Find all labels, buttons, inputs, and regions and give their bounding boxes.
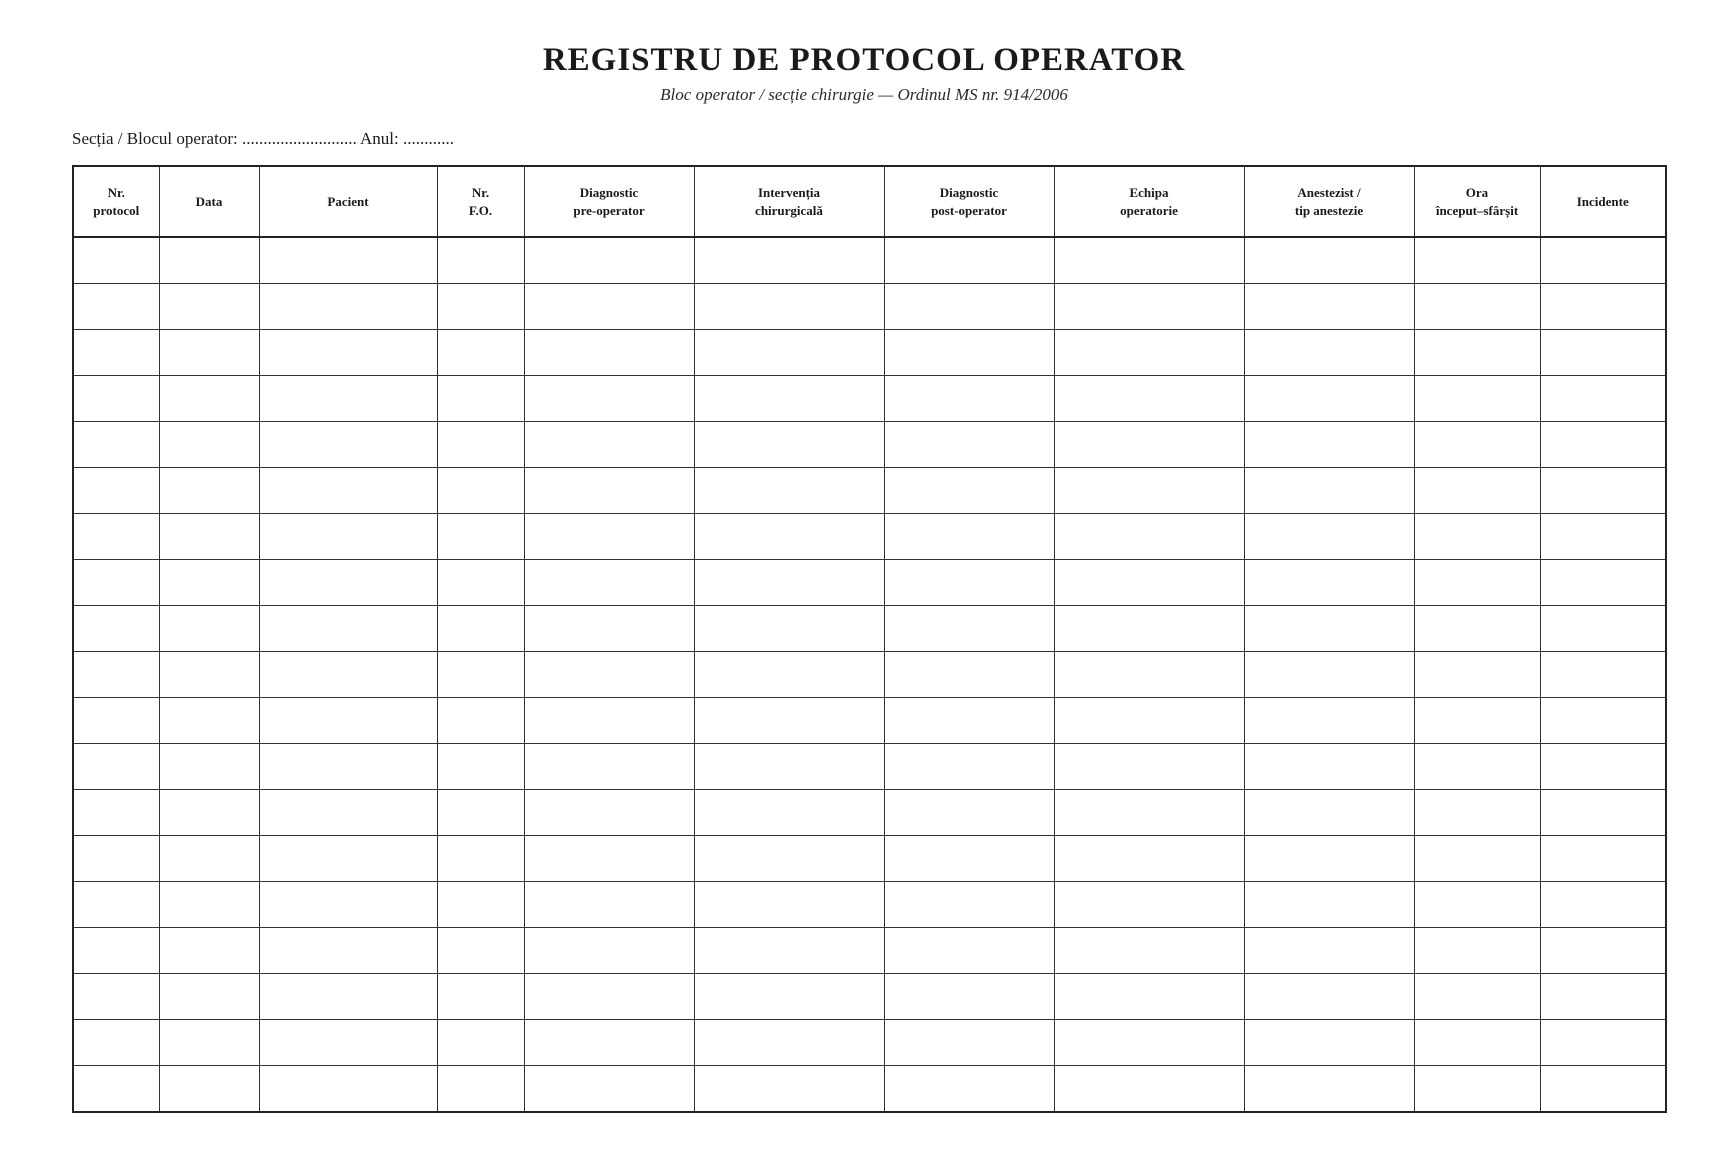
table-cell (1540, 790, 1666, 836)
table-row (73, 1066, 1666, 1113)
table-row (73, 330, 1666, 376)
table-cell (437, 422, 524, 468)
table-cell (1244, 422, 1414, 468)
table-cell (524, 284, 694, 330)
table-cell (159, 1066, 259, 1113)
table-row (73, 376, 1666, 422)
table-cell (159, 652, 259, 698)
table-cell (524, 422, 694, 468)
table-cell (884, 882, 1054, 928)
table-cell (694, 652, 884, 698)
table-cell (73, 376, 159, 422)
table-cell (694, 237, 884, 284)
table-cell (159, 1020, 259, 1066)
table-cell (1540, 284, 1666, 330)
table-cell (437, 790, 524, 836)
table-cell (73, 560, 159, 606)
table-cell (1414, 237, 1540, 284)
table-cell (884, 928, 1054, 974)
table-cell (884, 698, 1054, 744)
table-cell (73, 468, 159, 514)
column-header-diagnostic-post-operator: Diagnostic post-operator (884, 166, 1054, 237)
table-cell (259, 882, 437, 928)
table-cell (524, 790, 694, 836)
table-cell (1054, 790, 1244, 836)
table-cell (1054, 744, 1244, 790)
table-cell (524, 514, 694, 560)
protocol-register-table (72, 165, 1667, 1113)
table-cell (1540, 514, 1666, 560)
table-cell (73, 744, 159, 790)
table-cell (73, 330, 159, 376)
table-cell (73, 882, 159, 928)
table-cell (437, 1066, 524, 1113)
table-cell (884, 560, 1054, 606)
table-cell (1054, 468, 1244, 514)
table-cell (1054, 974, 1244, 1020)
section-year-line: Secția / Blocul operator: ........................... Anul: ............ (72, 129, 454, 148)
table-cell (694, 422, 884, 468)
table-cell (694, 560, 884, 606)
table-row (73, 882, 1666, 928)
table-cell (524, 652, 694, 698)
table-cell (1244, 744, 1414, 790)
table-cell (73, 422, 159, 468)
table-cell (259, 1066, 437, 1113)
table-cell (1414, 330, 1540, 376)
table-cell (437, 974, 524, 1020)
table-cell (259, 468, 437, 514)
table-cell (1540, 744, 1666, 790)
table-cell (259, 237, 437, 284)
table-cell (259, 744, 437, 790)
column-header-diagnostic-pre-operator: Diagnostic pre-operator (524, 166, 694, 237)
table-cell (1540, 606, 1666, 652)
table-cell (524, 606, 694, 652)
table-cell (159, 836, 259, 882)
table-cell (1244, 560, 1414, 606)
table-cell (884, 330, 1054, 376)
table-cell (884, 974, 1054, 1020)
table-row (73, 606, 1666, 652)
table-cell (159, 468, 259, 514)
table-cell (1054, 652, 1244, 698)
table-cell (1540, 376, 1666, 422)
table-cell (73, 606, 159, 652)
table-cell (73, 790, 159, 836)
table-row (73, 744, 1666, 790)
table-cell (694, 1066, 884, 1113)
table-row (73, 284, 1666, 330)
table-cell (884, 744, 1054, 790)
table-cell (1054, 284, 1244, 330)
table-cell (73, 284, 159, 330)
table-cell (1540, 928, 1666, 974)
table-cell (259, 790, 437, 836)
table-cell (1054, 836, 1244, 882)
table-cell (1054, 514, 1244, 560)
table-cell (73, 237, 159, 284)
table-cell (1244, 974, 1414, 1020)
table-cell (1540, 422, 1666, 468)
table-cell (259, 652, 437, 698)
table-cell (884, 422, 1054, 468)
table-cell (1540, 1066, 1666, 1113)
table-cell (437, 928, 524, 974)
table-cell (1244, 928, 1414, 974)
column-header-nr-fo: Nr. F.O. (437, 166, 524, 237)
table-cell (1244, 606, 1414, 652)
table-cell (524, 836, 694, 882)
table-cell (1244, 237, 1414, 284)
table-cell (1054, 1066, 1244, 1113)
table-cell (259, 376, 437, 422)
table-cell (694, 1020, 884, 1066)
table-cell (437, 882, 524, 928)
table-cell (884, 514, 1054, 560)
table-cell (524, 882, 694, 928)
table-cell (437, 1020, 524, 1066)
table-cell (1540, 882, 1666, 928)
table-cell (1054, 560, 1244, 606)
table-cell (694, 974, 884, 1020)
table-cell (884, 376, 1054, 422)
table-cell (259, 698, 437, 744)
table-row (73, 698, 1666, 744)
column-header-anestezist: Anestezist / tip anestezie (1244, 166, 1414, 237)
table-cell (1054, 422, 1244, 468)
table-cell (159, 376, 259, 422)
table-cell (694, 468, 884, 514)
table-body (73, 237, 1666, 1112)
table-cell (1414, 974, 1540, 1020)
table-cell (1414, 284, 1540, 330)
table-cell (524, 560, 694, 606)
table-cell (694, 376, 884, 422)
table-row (73, 468, 1666, 514)
table-cell (437, 376, 524, 422)
table-cell (159, 882, 259, 928)
table-row (73, 928, 1666, 974)
table-cell (1540, 1020, 1666, 1066)
table-cell (1054, 237, 1244, 284)
table-cell (1540, 836, 1666, 882)
table-cell (437, 284, 524, 330)
table-cell (694, 698, 884, 744)
table-cell (1244, 284, 1414, 330)
table-cell (73, 514, 159, 560)
table-cell (1414, 744, 1540, 790)
table-cell (1414, 422, 1540, 468)
table-cell (1054, 330, 1244, 376)
table-cell (884, 1020, 1054, 1066)
table-row (73, 790, 1666, 836)
table-cell (73, 1020, 159, 1066)
table-cell (884, 237, 1054, 284)
table-cell (1540, 560, 1666, 606)
table-cell (1414, 928, 1540, 974)
table-cell (1054, 928, 1244, 974)
table-cell (1414, 698, 1540, 744)
table-cell (437, 330, 524, 376)
table-cell (437, 237, 524, 284)
table-cell (437, 606, 524, 652)
table-cell (1054, 376, 1244, 422)
table-cell (159, 744, 259, 790)
table-cell (73, 974, 159, 1020)
table-cell (73, 652, 159, 698)
table-cell (884, 606, 1054, 652)
table-row (73, 514, 1666, 560)
table-cell (259, 422, 437, 468)
table-cell (694, 514, 884, 560)
table-cell (1054, 606, 1244, 652)
table-cell (259, 1020, 437, 1066)
table-cell (159, 698, 259, 744)
table-cell (1244, 1020, 1414, 1066)
table-cell (1054, 698, 1244, 744)
table-cell (524, 1020, 694, 1066)
table-cell (1414, 1066, 1540, 1113)
table-cell (437, 698, 524, 744)
table-cell (259, 514, 437, 560)
table-cell (694, 836, 884, 882)
column-header-incidente: Incidente (1540, 166, 1666, 237)
table-cell (694, 606, 884, 652)
table-cell (1244, 1066, 1414, 1113)
column-header-data: Data (159, 166, 259, 237)
page-title: REGISTRU DE PROTOCOL OPERATOR (542, 42, 1186, 78)
table-cell (884, 284, 1054, 330)
table-cell (1054, 882, 1244, 928)
table-cell (1414, 606, 1540, 652)
table-cell (437, 560, 524, 606)
table-cell (1244, 376, 1414, 422)
table-cell (437, 652, 524, 698)
table-cell (159, 284, 259, 330)
table-cell (1540, 974, 1666, 1020)
table-cell (524, 698, 694, 744)
table-cell (884, 836, 1054, 882)
table-cell (159, 330, 259, 376)
table-cell (1054, 1020, 1244, 1066)
column-header-nr-protocol: Nr. protocol (73, 166, 159, 237)
table-cell (159, 514, 259, 560)
table-cell (1244, 836, 1414, 882)
table-cell (159, 974, 259, 1020)
table-cell (1414, 560, 1540, 606)
table-cell (884, 652, 1054, 698)
table-cell (884, 1066, 1054, 1113)
table-cell (524, 468, 694, 514)
table-cell (524, 744, 694, 790)
table-cell (1414, 514, 1540, 560)
table-cell (1414, 652, 1540, 698)
table-cell (437, 514, 524, 560)
table-cell (1414, 882, 1540, 928)
table-cell (259, 560, 437, 606)
table-cell (159, 237, 259, 284)
table-cell (437, 836, 524, 882)
table-cell (694, 928, 884, 974)
table-cell (437, 744, 524, 790)
table-cell (1540, 652, 1666, 698)
table-cell (1244, 330, 1414, 376)
table-cell (1244, 468, 1414, 514)
table-cell (259, 606, 437, 652)
table-cell (1244, 698, 1414, 744)
table-cell (1244, 790, 1414, 836)
table-cell (159, 790, 259, 836)
column-header-echipa-operatorie: Echipa operatorie (1054, 166, 1244, 237)
table-row (73, 560, 1666, 606)
table-cell (259, 974, 437, 1020)
table-cell (73, 928, 159, 974)
table-cell (694, 882, 884, 928)
table-row (73, 836, 1666, 882)
table-row (73, 237, 1666, 284)
table-cell (694, 744, 884, 790)
table-cell (1414, 790, 1540, 836)
table-cell (159, 422, 259, 468)
table-row (73, 974, 1666, 1020)
table-cell (259, 928, 437, 974)
table-cell (1414, 376, 1540, 422)
table-cell (1414, 468, 1540, 514)
table-cell (694, 790, 884, 836)
column-header-ora: Ora început–sfârșit (1414, 166, 1540, 237)
table-cell (259, 284, 437, 330)
table-cell (1540, 237, 1666, 284)
table-cell (524, 1066, 694, 1113)
table-cell (1540, 330, 1666, 376)
table-row (73, 1020, 1666, 1066)
table-cell (1540, 468, 1666, 514)
table-cell (524, 376, 694, 422)
table-cell (1414, 1020, 1540, 1066)
table-cell (259, 836, 437, 882)
table-cell (1540, 698, 1666, 744)
table-cell (437, 468, 524, 514)
table-cell (884, 790, 1054, 836)
table-cell (524, 928, 694, 974)
table-cell (159, 928, 259, 974)
column-header-pacient: Pacient (259, 166, 437, 237)
table-cell (73, 1066, 159, 1113)
table-cell (1244, 652, 1414, 698)
table-cell (694, 284, 884, 330)
table-cell (524, 330, 694, 376)
table-cell (884, 468, 1054, 514)
page-subtitle: Bloc operator / secție chirurgie — Ordinul MS nr. 914/2006 (660, 85, 1068, 104)
table-cell (1414, 836, 1540, 882)
table-cell (73, 836, 159, 882)
table-cell (1244, 514, 1414, 560)
table-cell (259, 330, 437, 376)
table-cell (159, 560, 259, 606)
table-cell (694, 330, 884, 376)
table-row (73, 652, 1666, 698)
column-header-interventia-chirurgicala: Intervenția chirurgicală (694, 166, 884, 237)
table-cell (524, 237, 694, 284)
table-cell (159, 606, 259, 652)
table-cell (73, 698, 159, 744)
table-row (73, 422, 1666, 468)
table-header-row (73, 166, 1666, 237)
table-cell (1244, 882, 1414, 928)
table-cell (524, 974, 694, 1020)
